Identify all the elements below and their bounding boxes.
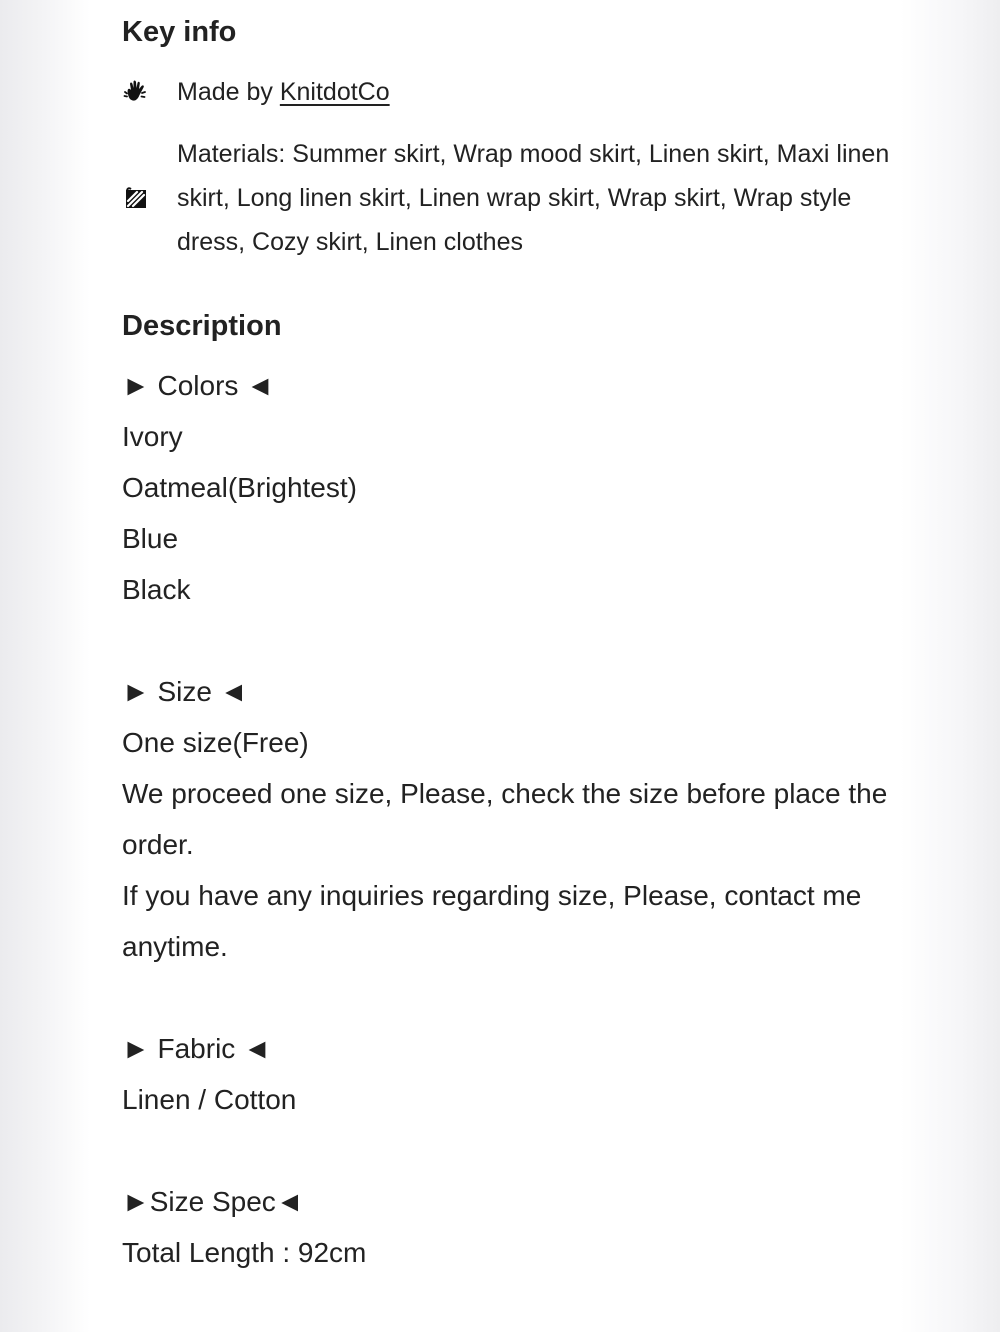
made-by-text — [177, 70, 390, 114]
listing-details — [122, 12, 892, 1278]
colors-heading: ► Colors ◄ — [122, 370, 274, 401]
blank-line — [122, 972, 892, 1023]
size-note: We proceed one size, Please, check the size before place the order. — [122, 778, 888, 860]
color-item: Ivory — [122, 421, 183, 452]
materials-row — [122, 132, 892, 264]
blank-line — [122, 1125, 892, 1176]
size-value: One size(Free) — [122, 727, 309, 758]
made-by-row — [122, 70, 892, 114]
hand-icon — [122, 78, 150, 106]
size-inquiry-note: If you have any inquiries regarding size, Please, contact me anytime. — [122, 880, 862, 962]
fabric-swatch-icon — [122, 184, 150, 212]
size-heading: ► Size ◄ — [122, 676, 248, 707]
maker-link[interactable]: KnitdotCo — [279, 78, 390, 106]
key-info-title: Key info — [122, 16, 237, 48]
color-item: Black — [122, 574, 191, 605]
description-body — [122, 360, 892, 1278]
blank-line — [122, 615, 892, 666]
fabric-value: Linen / Cotton — [122, 1084, 297, 1115]
materials-text: Materials: Summer skirt, Wrap mood skirt, Linen skirt, Maxi linen skirt, Long linen skirt, Linen wrap skirt, Wrap skirt, Wrap style dress, Cozy skirt, Linen clothes — [177, 140, 890, 256]
made-by-label: Made by — [177, 78, 280, 106]
size-spec-heading: ►Size Spec◄ — [122, 1186, 304, 1217]
size-spec-value: Total Length : 92cm — [122, 1237, 367, 1268]
fabric-heading: ► Fabric ◄ — [122, 1033, 271, 1064]
color-item: Oatmeal(Brightest) — [122, 472, 357, 503]
description-title: Description — [122, 310, 282, 342]
color-item: Blue — [122, 523, 179, 554]
